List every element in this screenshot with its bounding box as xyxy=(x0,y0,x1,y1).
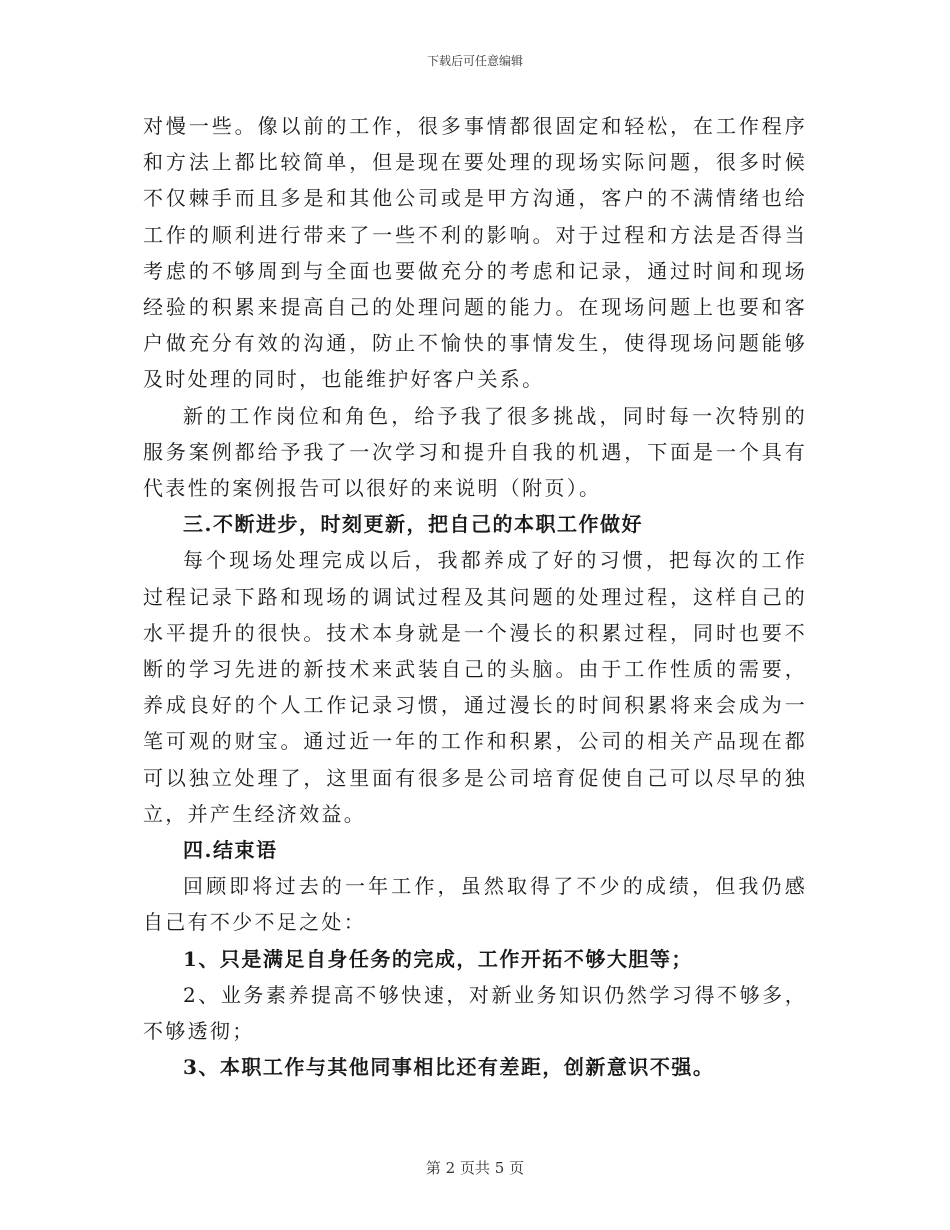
paragraph-progress: 每个现场处理完成以后，我都养成了好的习惯，把每次的工作过程记录下路和现场的调试过程及其问题的处理过程，这样自己的水平提升的很快。技术本身就是一个漫长的积累过程，同时也要不断的学习先进的新技术来武装自己的头脑。由于工作性质的需要，养成良好的个人工作记录习惯，通过漫长的时间积累将来会成为一笔可观的财宝。通过近一年的工作和积累，公司的相关产品现在都可以独立处理了，这里面有很多是公司培育促使自己可以尽早的独立，并产生经济效益。 xyxy=(143,548,807,826)
list-item-1: 1、只是满足自身任务的完成，工作开拓不够大胆等； xyxy=(183,946,693,971)
section-heading-4: 四.结束语 xyxy=(183,838,278,863)
paragraph-continuation: 对慢一些。像以前的工作，很多事情都很固定和轻松，在工作程序和方法上都比较简单，但是现在要处理的现场实际问题，很多时候不仅棘手而且多是和其他公司或是甲方沟通，客户的不满情绪也给工作的顺利进行带来了一些不利的影响。对于过程和方法是否得当考虑的不够周到与全面也要做充分的考虑和记录，通过时间和现场经验的积累来提高自己的处理问题的能力。在现场问题上也要和客户做充分有效的沟通，防止不愉快的事情发生，使得现场问题能够及时处理的同时，也能维护好客户关系。 xyxy=(143,114,807,392)
section-heading-3: 三.不断进步，时刻更新，把自己的本职工作做好 xyxy=(183,512,643,537)
paragraph-review: 回顾即将过去的一年工作，虽然取得了不少的成绩，但我仍感自己有不少不足之处： xyxy=(143,874,807,935)
paragraph-new-role: 新的工作岗位和角色，给予我了很多挑战，同时每一次特别的服务案例都给予我了一次学习和提升自我的机遇，下面是一个具有代表性的案例报告可以很好的来说明（附页）。 xyxy=(143,403,807,501)
list-item-2: 2、业务素养提高不够快速，对新业务知识仍然学习得不够多，不够透彻； xyxy=(143,982,807,1044)
page-footer: 第 2 页共 5 页 xyxy=(425,1159,525,1177)
document-body xyxy=(143,108,807,1085)
list-item-3: 3、本职工作与其他同事相比还有差距，创新意识不强。 xyxy=(183,1055,715,1080)
page-header: 下载后可任意编辑 xyxy=(426,54,523,68)
